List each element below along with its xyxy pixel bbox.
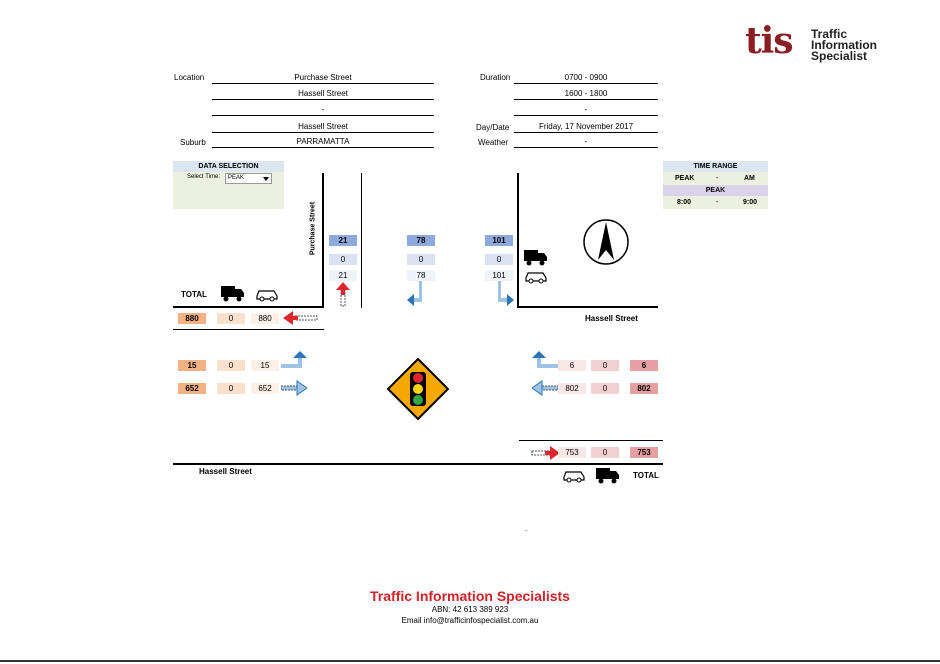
west-left-turn-arrow-icon xyxy=(281,351,307,371)
east-right-heavy: 0 xyxy=(591,360,619,371)
road-north-median xyxy=(361,173,362,308)
select-time-dropdown[interactable] xyxy=(225,173,272,184)
west-left-light: 15 xyxy=(251,360,279,371)
duration-line-1: 0700 - 0900 xyxy=(514,72,658,84)
east-right-turn-arrow-icon xyxy=(532,351,558,371)
logo-text-line3: Specialist xyxy=(811,49,868,63)
road-name-west: Hassell Street xyxy=(199,467,252,476)
time-range-period: AM xyxy=(744,175,755,182)
north-left-total: 21 xyxy=(329,235,357,246)
north-left-light: 21 xyxy=(329,270,357,281)
east-exit-total: 753 xyxy=(630,447,658,458)
logo-mark: tis xyxy=(745,20,793,62)
duration-line-2: 1600 - 1800 xyxy=(514,88,658,100)
road-east-lane-line xyxy=(519,440,663,441)
north-left-heavy: 0 xyxy=(329,254,357,265)
duration-line-3: - xyxy=(514,104,658,116)
time-range-panel xyxy=(663,161,768,209)
road-north-east-edge xyxy=(517,173,519,308)
north-through-total: 78 xyxy=(407,235,435,246)
time-range-dash-2: - xyxy=(716,199,719,206)
location-line-2: Hassell Street xyxy=(212,88,434,100)
footer-company-name: Traffic Information Specialists xyxy=(370,588,570,604)
footer-email[interactable]: Email info@trafficinfospecialist.com.au xyxy=(401,616,539,625)
east-exit-heavy: 0 xyxy=(591,447,619,458)
company-logo xyxy=(745,20,895,66)
logo-text xyxy=(811,29,877,62)
road-name-north: Purchase Street xyxy=(309,201,317,256)
stray-dot: . xyxy=(525,524,528,533)
truck-icon xyxy=(221,285,245,303)
time-range-start: 8:00 xyxy=(677,199,692,206)
north-right-turn-arrow-icon xyxy=(496,281,514,309)
west-exit-arrow-icon xyxy=(283,310,319,326)
west-exit-heavy: 0 xyxy=(217,313,245,324)
north-through-arrow-icon xyxy=(407,281,425,309)
duration-label: Duration xyxy=(480,73,511,82)
weather-value: - xyxy=(514,136,658,148)
dropdown-icon[interactable] xyxy=(263,177,269,181)
logo-text-line1: Traffic xyxy=(811,27,848,41)
road-west-lane-line xyxy=(173,329,324,330)
location-label: Location xyxy=(174,73,205,82)
suburb-label: Suburb xyxy=(180,138,206,147)
footer-abn: ABN: 42 613 389 923 xyxy=(431,605,509,614)
traffic-light-icon xyxy=(387,358,449,420)
time-range-title: TIME RANGE xyxy=(663,161,768,172)
road-south-edge xyxy=(173,463,663,465)
north-right-total: 101 xyxy=(485,235,513,246)
road-name-east: Hassell Street xyxy=(585,314,638,323)
west-left-total: 15 xyxy=(178,360,206,371)
truck-icon xyxy=(596,467,620,485)
time-range-dash-1: - xyxy=(716,175,719,182)
data-selection-panel xyxy=(173,161,284,209)
east-through-light: 802 xyxy=(558,383,586,394)
time-range-peak-label: PEAK xyxy=(663,185,768,196)
time-range-from: PEAK xyxy=(675,175,695,182)
logo-text-line2: Information xyxy=(811,38,877,52)
west-through-heavy: 0 xyxy=(217,383,245,394)
west-through-arrow-icon xyxy=(281,380,307,396)
east-total-label: TOTAL xyxy=(633,471,659,480)
east-through-total: 802 xyxy=(630,383,658,394)
page-bottom-border xyxy=(0,660,940,662)
east-right-total: 6 xyxy=(630,360,658,371)
time-range-end: 9:00 xyxy=(743,199,758,206)
car-icon xyxy=(562,467,586,483)
north-right-light: 101 xyxy=(485,270,513,281)
location-line-1: Purchase Street xyxy=(212,72,434,84)
location-line-4: Hassell Street xyxy=(212,121,434,133)
suburb-value: PARRAMATTA xyxy=(212,136,434,148)
west-total-label: TOTAL xyxy=(181,290,207,299)
east-through-heavy: 0 xyxy=(591,383,619,394)
daydate-label: Day/Date xyxy=(476,123,510,132)
west-exit-total: 880 xyxy=(178,313,206,324)
weather-label: Weather xyxy=(478,138,509,147)
data-selection-title: DATA SELECTION xyxy=(173,161,284,172)
car-icon xyxy=(524,268,548,284)
east-right-light: 6 xyxy=(558,360,586,371)
east-through-arrow-icon xyxy=(532,380,558,396)
truck-icon xyxy=(524,249,548,267)
road-west-top-edge xyxy=(173,306,324,308)
location-line-3: - xyxy=(212,104,434,116)
east-exit-arrow-icon xyxy=(530,445,560,461)
west-left-heavy: 0 xyxy=(217,360,245,371)
car-icon xyxy=(255,286,279,302)
north-left-turn-arrow-icon xyxy=(335,282,351,308)
north-arrow-icon xyxy=(583,218,629,266)
select-time-label: Select Time: xyxy=(187,174,221,180)
west-through-total: 652 xyxy=(178,383,206,394)
road-east-top-edge xyxy=(517,306,658,308)
daydate-value: Friday, 17 November 2017 xyxy=(514,121,658,133)
north-right-heavy: 0 xyxy=(485,254,513,265)
east-exit-light: 753 xyxy=(558,447,586,458)
select-time-value: PEAK xyxy=(228,175,245,181)
west-through-light: 652 xyxy=(251,383,279,394)
west-exit-light: 880 xyxy=(251,313,279,324)
road-north-west-edge xyxy=(322,173,324,308)
north-through-heavy: 0 xyxy=(407,254,435,265)
north-through-light: 78 xyxy=(407,270,435,281)
